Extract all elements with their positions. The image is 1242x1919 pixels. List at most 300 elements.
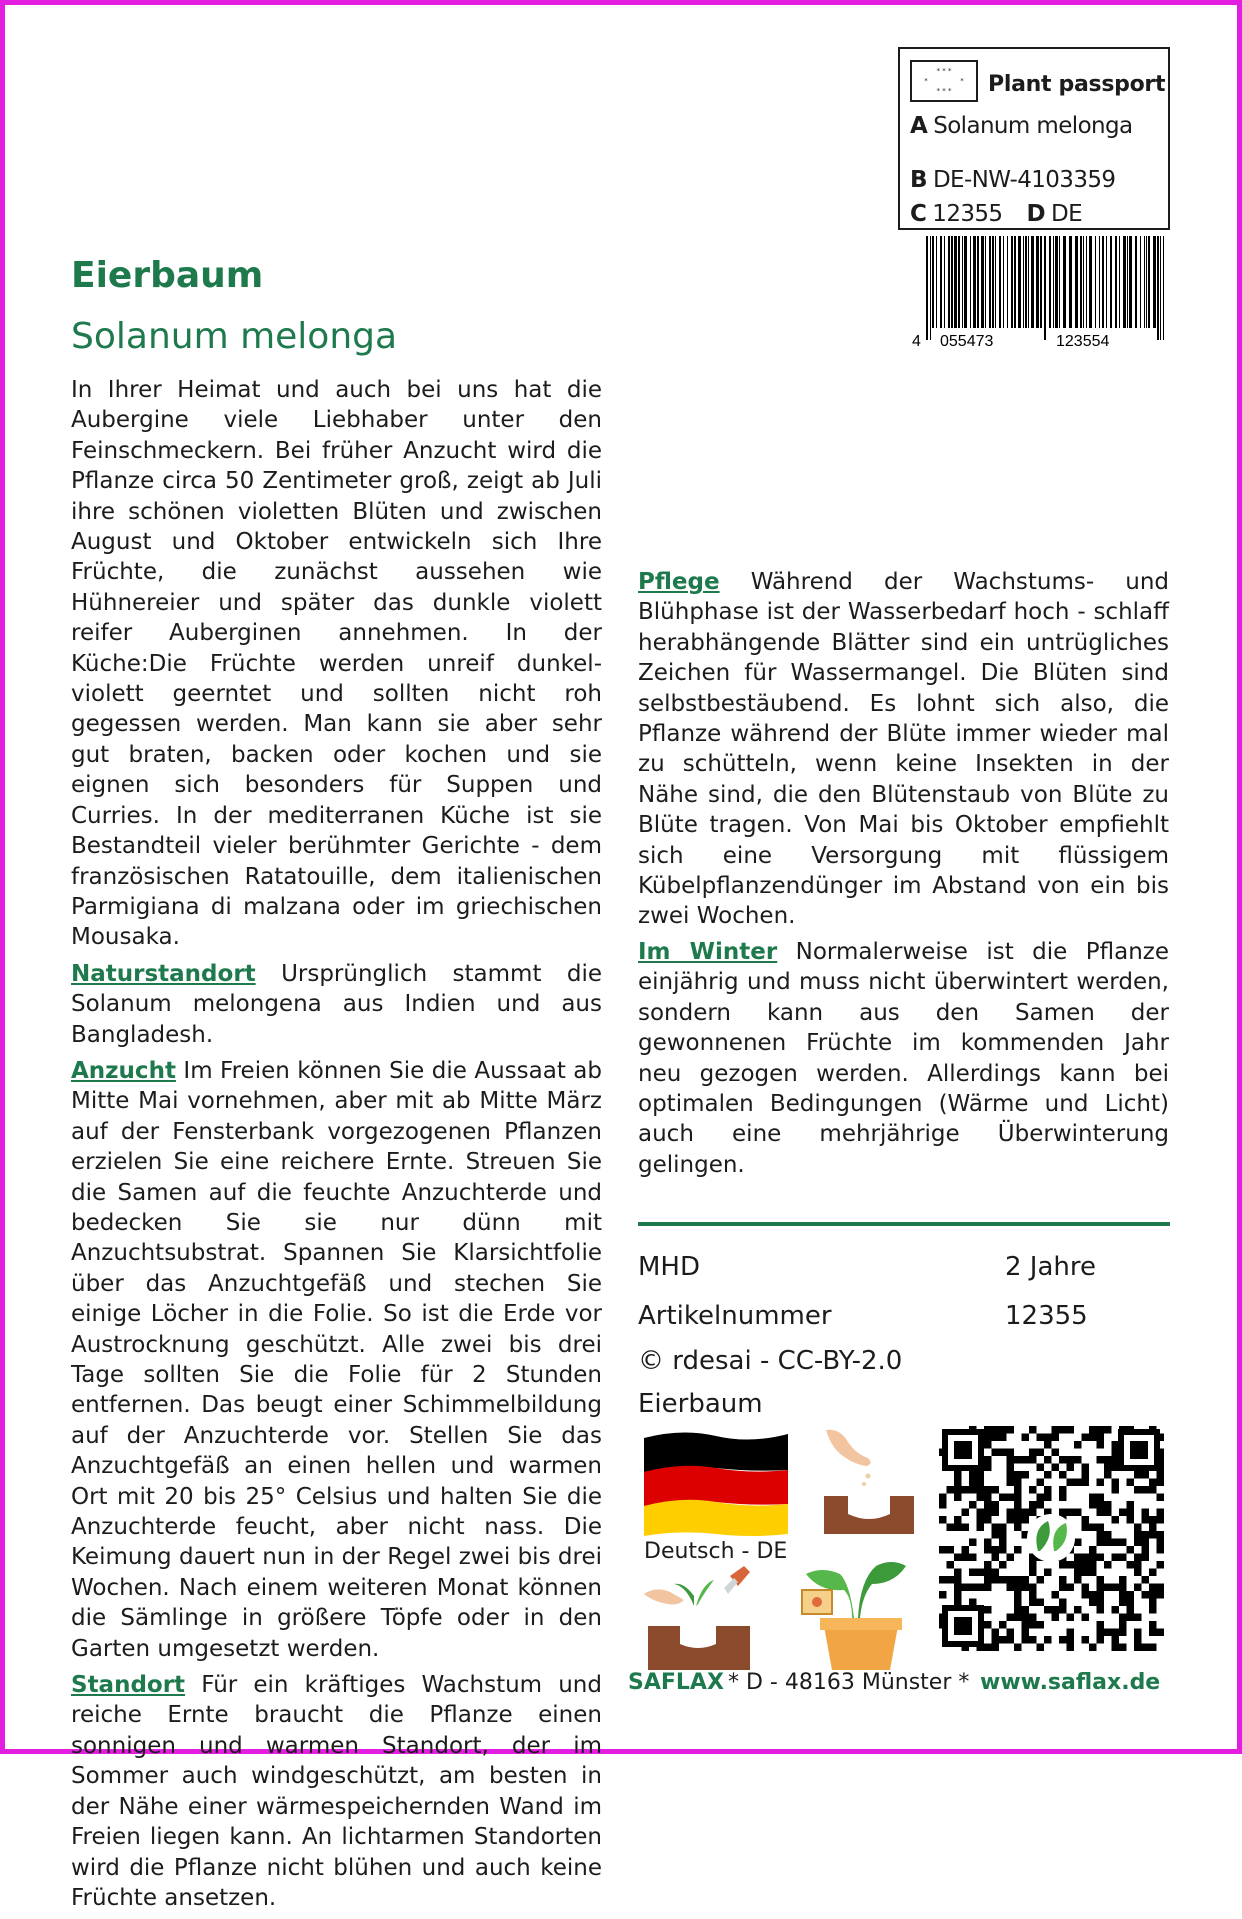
qr-module xyxy=(1022,1516,1030,1524)
qr-module xyxy=(1119,1576,1127,1584)
qr-module xyxy=(939,1501,947,1509)
pflege-block xyxy=(638,567,1169,938)
qr-module xyxy=(1022,1621,1030,1629)
qr-module xyxy=(939,1546,947,1554)
qr-module xyxy=(1097,1456,1105,1464)
barcode-bar xyxy=(1031,236,1034,328)
qr-module xyxy=(1142,1554,1150,1562)
qr-module xyxy=(1022,1434,1030,1442)
barcode-bar xyxy=(985,236,986,328)
qr-module xyxy=(1134,1524,1142,1532)
qr-module xyxy=(1074,1554,1082,1562)
barcode-bar xyxy=(1153,236,1156,328)
qr-module xyxy=(1029,1426,1037,1434)
qr-module xyxy=(1067,1644,1075,1652)
qr-module xyxy=(1119,1644,1127,1652)
qr-module xyxy=(1097,1584,1105,1592)
qr-module xyxy=(1104,1509,1112,1517)
barcode-bar xyxy=(940,236,942,328)
qr-module xyxy=(954,1524,962,1532)
qr-module xyxy=(969,1584,977,1592)
qr-module xyxy=(1127,1479,1135,1487)
qr-module xyxy=(984,1516,992,1524)
qr-module xyxy=(947,1561,955,1569)
qr-module xyxy=(1059,1561,1067,1569)
qr-module xyxy=(1059,1636,1067,1644)
qr-module xyxy=(1029,1591,1037,1599)
anzucht-heading: Anzucht xyxy=(71,1057,176,1084)
qr-module xyxy=(1104,1531,1112,1539)
qr-module xyxy=(1014,1524,1022,1532)
qr-module xyxy=(1142,1471,1150,1479)
qr-module xyxy=(1149,1531,1157,1539)
qr-module xyxy=(992,1524,1000,1532)
standort-paragraph xyxy=(71,1670,602,1913)
qr-module xyxy=(1014,1584,1022,1592)
qr-module xyxy=(1007,1479,1015,1487)
qr-module xyxy=(1007,1629,1015,1637)
svg-text:*: * xyxy=(960,77,964,85)
qr-module xyxy=(1089,1494,1097,1502)
qr-module xyxy=(1119,1584,1127,1592)
qr-module xyxy=(1097,1629,1105,1637)
barcode-bar xyxy=(1014,236,1016,328)
qr-module xyxy=(1082,1636,1090,1644)
qr-module xyxy=(1022,1584,1030,1592)
qr-module xyxy=(1112,1449,1120,1457)
qr-module xyxy=(1007,1509,1015,1517)
qr-module xyxy=(969,1471,977,1479)
qr-module xyxy=(984,1606,992,1614)
qr-module xyxy=(1142,1509,1150,1517)
qr-module xyxy=(984,1561,992,1569)
qr-module xyxy=(1104,1464,1112,1472)
article-number-value: 12355 xyxy=(1005,1301,1088,1331)
qr-module xyxy=(1112,1516,1120,1524)
standort-heading: Standort xyxy=(71,1672,186,1699)
qr-module xyxy=(1037,1644,1045,1652)
qr-module xyxy=(1142,1546,1150,1554)
qr-module xyxy=(1097,1524,1105,1532)
qr-module xyxy=(1014,1599,1022,1607)
qr-module xyxy=(1059,1486,1067,1494)
qr-module xyxy=(1104,1501,1112,1509)
qr-module xyxy=(1074,1576,1082,1584)
barcode-bar xyxy=(1106,236,1107,328)
qr-module xyxy=(1014,1516,1022,1524)
copyright-text: © rdesai - CC-BY-2.0 xyxy=(638,1346,903,1376)
qr-module xyxy=(1044,1441,1052,1449)
barcode-bar xyxy=(964,236,967,328)
qr-module xyxy=(1119,1539,1127,1547)
qr-module xyxy=(1029,1621,1037,1629)
qr-module xyxy=(1119,1629,1127,1637)
barcode-bar xyxy=(1059,236,1060,328)
qr-module xyxy=(977,1479,985,1487)
barcode-bar xyxy=(1115,236,1117,328)
qr-module xyxy=(1112,1554,1120,1562)
qr-module xyxy=(1059,1426,1067,1434)
qr-module xyxy=(947,1524,955,1532)
qr-module xyxy=(947,1486,955,1494)
qr-module xyxy=(992,1531,1000,1539)
qr-module xyxy=(992,1486,1000,1494)
qr-module xyxy=(1052,1606,1060,1614)
qr-module xyxy=(1104,1471,1112,1479)
qr-module xyxy=(1089,1554,1097,1562)
passport-row-a xyxy=(910,113,1133,139)
qr-module xyxy=(1082,1471,1090,1479)
barcode-bar xyxy=(936,236,937,328)
qr-module xyxy=(1104,1561,1112,1569)
german-flag-icon xyxy=(642,1428,790,1538)
qr-module xyxy=(1014,1501,1022,1509)
barcode-bar xyxy=(930,236,931,340)
qr-module xyxy=(1067,1636,1075,1644)
qr-module xyxy=(1089,1644,1097,1652)
barcode-bar xyxy=(1080,236,1082,328)
barcode-bar xyxy=(1025,236,1027,328)
qr-module xyxy=(999,1576,1007,1584)
qr-module xyxy=(1074,1539,1082,1547)
qr-module xyxy=(1014,1591,1022,1599)
barcode-bar xyxy=(1069,236,1072,328)
qr-module xyxy=(1007,1449,1015,1457)
article-number-label: Artikelnummer xyxy=(638,1301,832,1331)
qr-module xyxy=(1149,1591,1157,1599)
passport-row-b xyxy=(910,167,1115,193)
qr-module xyxy=(1014,1614,1022,1622)
barcode-bar xyxy=(1036,236,1039,328)
barcode-bar xyxy=(1053,236,1054,328)
passport-key-c: C xyxy=(910,201,927,227)
qr-module xyxy=(999,1539,1007,1547)
qr-module xyxy=(1157,1584,1165,1592)
naturstandort-text: Ursprünglich stammt die Solanum melongena aus Indien und aus Bangladesh. xyxy=(71,960,602,1048)
qr-module xyxy=(1067,1509,1075,1517)
qr-module xyxy=(1157,1546,1165,1554)
qr-module xyxy=(1127,1516,1135,1524)
qr-module xyxy=(1059,1509,1067,1517)
qr-module xyxy=(984,1501,992,1509)
qr-module xyxy=(1029,1561,1037,1569)
qr-module xyxy=(1037,1501,1045,1509)
qr-module xyxy=(1022,1606,1030,1614)
passport-row-c xyxy=(910,201,1082,227)
qr-module xyxy=(1112,1486,1120,1494)
anzucht-paragraph xyxy=(71,1056,602,1664)
qr-module xyxy=(1149,1569,1157,1577)
qr-module xyxy=(1149,1644,1157,1652)
qr-module xyxy=(1029,1599,1037,1607)
winter-text: Normalerweise ist die Pflanze einjährig und muss nicht überwintert werden, sondern kann aus den Samen der gewonnenen Früchte im kommenden Jahr neu gezogen werden. Allerdings kann bei optimalen Bedingungen (Wärme und Licht) auch eine mehrjährige Überwinterung gelingen. xyxy=(638,939,1169,1178)
left-column xyxy=(71,375,602,1919)
qr-module xyxy=(1067,1629,1075,1637)
qr-module xyxy=(999,1531,1007,1539)
qr-module xyxy=(1059,1456,1067,1464)
passport-value-a: Solanum melonga xyxy=(933,113,1133,139)
qr-module xyxy=(1022,1636,1030,1644)
qr-module xyxy=(1112,1644,1120,1652)
anzucht-text: Im Freien können Sie die Aussaat ab Mitte Mai vornehmen, aber mit ab Mitte März auf der Fensterbank vorgezogenen Pflanzen erzielen Sie eine reichere Ernte. Streuen Sie die Samen auf die feuchte Anzuchterde und bedecken Sie sie nur dünn mit Anzuchtsubstrat. Spannen Sie Klarsichtfolie über das Anzuchtgefäß und stechen Sie einige Löcher in die Folie. So ist die Erde vor Austrocknung geschützt. Alle zwei bis drei Tage sollten Sie die Folie für 2 Stunden entfernen. Das beugt einer Schimmelbildung auf der Anzuchterde vor. Stellen Sie das Anzuchtgefäß an einen hellen und warmen Ort mit 20 bis 25° Celsius und halten Sie die Anzuchterde feucht, aber nicht nass. Die Keimung dauert nun in der Regel zwei bis drei Wochen. Nach einem weiteren Monat können die Sämlinge in größere Töpfe oder in den Garten umgesetzt werden. xyxy=(71,1057,603,1662)
qr-module xyxy=(1014,1486,1022,1494)
qr-module xyxy=(1097,1554,1105,1562)
qr-module xyxy=(984,1621,992,1629)
qr-module xyxy=(992,1434,1000,1442)
qr-module xyxy=(984,1494,992,1502)
qr-module xyxy=(1074,1456,1082,1464)
qr-module xyxy=(1134,1471,1142,1479)
qr-module xyxy=(999,1494,1007,1502)
barcode-bar xyxy=(932,236,934,328)
qr-module xyxy=(1067,1561,1075,1569)
qr-module xyxy=(999,1524,1007,1532)
passport-key-a: A xyxy=(910,113,928,139)
barcode-digit-prefix: 4 xyxy=(912,333,921,349)
qr-module xyxy=(1082,1584,1090,1592)
qr-module xyxy=(1007,1471,1015,1479)
winter-paragraph xyxy=(638,937,1169,1180)
qr-module xyxy=(1089,1546,1097,1554)
qr-module xyxy=(1127,1614,1135,1622)
qr-module xyxy=(1149,1516,1157,1524)
qr-module xyxy=(1059,1584,1067,1592)
barcode-bar xyxy=(1135,236,1137,328)
qr-module xyxy=(954,1554,962,1562)
qr-module xyxy=(1052,1614,1060,1622)
qr-module xyxy=(1082,1524,1090,1532)
qr-module xyxy=(1014,1479,1022,1487)
qr-module xyxy=(1134,1539,1142,1547)
qr-module xyxy=(1157,1591,1165,1599)
mhd-value: 2 Jahre xyxy=(1005,1252,1096,1282)
barcode-bar xyxy=(1102,236,1104,328)
qr-module xyxy=(984,1441,992,1449)
qr-module xyxy=(1157,1629,1165,1637)
qr-module xyxy=(1029,1449,1037,1457)
qr-module xyxy=(984,1434,992,1442)
barcode-bar xyxy=(1129,236,1132,328)
language-label: Deutsch - DE xyxy=(644,1539,788,1564)
qr-module xyxy=(1014,1471,1022,1479)
qr-module xyxy=(992,1569,1000,1577)
qr-module xyxy=(1074,1606,1082,1614)
qr-module xyxy=(954,1599,962,1607)
qr-module xyxy=(1097,1531,1105,1539)
qr-module xyxy=(1142,1644,1150,1652)
eu-flag-logo xyxy=(910,60,978,102)
qr-module xyxy=(999,1561,1007,1569)
intro-paragraph: In Ihrer Heimat und auch bei uns hat die Aubergine viele Liebhaber unter den Feinschmeckern. Bei früher Anzucht wird die Pflanze circa 50 Zentimeter groß, zeigt ab Juli ihre schönen violetten Blüten und zwischen August und Oktober entwickeln sich Ihre Früchte, die zunächst aussehen wie Hühnereier und später das dunkle violett reifer Auberginen annehmen. In der Küche:Die Früchte werden unreif dunkel-violett geerntet und sollten nicht roh gegessen werden. Man kann sie aber sehr gut braten, backen oder kochen und sie eignen sich besonders für Suppen und Curries. In der mediterranen Küche ist sie Bestandteil vieler berühmter Gerichte - dem französischen Ratatouille, dem italienischen Parmigiana di malzana oder im griechischen Mousaka. xyxy=(71,377,602,951)
qr-module xyxy=(1157,1479,1165,1487)
qr-module xyxy=(1149,1524,1157,1532)
qr-module xyxy=(1029,1614,1037,1622)
qr-module xyxy=(999,1636,1007,1644)
passport-key-d: D xyxy=(1026,201,1045,227)
qr-module xyxy=(1067,1614,1075,1622)
barcode-bar xyxy=(1144,236,1145,328)
qr-module xyxy=(954,1569,962,1577)
qr-module xyxy=(1134,1569,1142,1577)
qr-module xyxy=(1127,1606,1135,1614)
qr-module xyxy=(1044,1569,1052,1577)
qr-module xyxy=(1067,1584,1075,1592)
qr-module xyxy=(1134,1636,1142,1644)
qr-module xyxy=(1007,1464,1015,1472)
qr-module xyxy=(1142,1576,1150,1584)
barcode-bar xyxy=(1075,236,1078,328)
product-name-small: Eierbaum xyxy=(638,1389,763,1419)
qr-module xyxy=(1082,1479,1090,1487)
qr-module xyxy=(992,1426,1000,1434)
qr-module xyxy=(962,1546,970,1554)
qr-module xyxy=(1014,1494,1022,1502)
barcode-bar xyxy=(1095,236,1096,328)
qr-module xyxy=(992,1576,1000,1584)
qr-module xyxy=(1127,1561,1135,1569)
passport-value-c: 12355 xyxy=(932,201,1003,227)
qr-module xyxy=(984,1644,992,1652)
barcode-bar xyxy=(1146,236,1147,328)
winter-block xyxy=(638,937,1169,1186)
qr-module xyxy=(969,1539,977,1547)
barcode-bar xyxy=(1140,236,1141,328)
qr-module xyxy=(954,1486,962,1494)
qr-module xyxy=(954,1516,962,1524)
qr-module xyxy=(992,1509,1000,1517)
qr-module xyxy=(1029,1456,1037,1464)
qr-module xyxy=(977,1471,985,1479)
qr-module xyxy=(1104,1629,1112,1637)
barcode-bar xyxy=(995,236,996,328)
barcode-bar xyxy=(1099,236,1100,328)
pflege-text: Während der Wachstums- und Blühphase ist der Wasserbedarf hoch - schlaff herabhängende Blätter sind ein untrügliches Zeichen für Wassermangel. Die Blüten sind selbstbestäubend. Es lohnt sich also, die Pflanze während der Blüte immer wieder mal zu schütteln, wenn keine Insekten in der Nähe sind, die den Blütenstaub von Blüte zu Blüte tragen. Von Mai bis Oktober empfiehlt sich eine Versorgung mit flüssigem Kübelpflanzendünger im Abstand von ein bis zwei Wochen. xyxy=(638,569,1170,930)
qr-module xyxy=(1134,1554,1142,1562)
qr-module xyxy=(1044,1434,1052,1442)
qr-module xyxy=(1014,1546,1022,1554)
qr-module xyxy=(984,1584,992,1592)
website-link[interactable]: www.saflax.de xyxy=(980,1670,1161,1695)
qr-module xyxy=(1037,1599,1045,1607)
qr-module xyxy=(947,1576,955,1584)
qr-module xyxy=(1112,1539,1120,1547)
qr-module xyxy=(954,1576,962,1584)
qr-module xyxy=(1052,1434,1060,1442)
pflege-heading: Pflege xyxy=(638,569,720,595)
qr-module xyxy=(1089,1591,1097,1599)
qr-module xyxy=(1149,1479,1157,1487)
qr-module xyxy=(977,1509,985,1517)
qr-module xyxy=(1067,1426,1075,1434)
qr-module xyxy=(1007,1554,1015,1562)
qr-module xyxy=(1059,1471,1067,1479)
qr-module xyxy=(1142,1486,1150,1494)
qr-module xyxy=(1044,1471,1052,1479)
brand-name: SAFLAX xyxy=(628,1670,724,1695)
qr-module xyxy=(984,1546,992,1554)
qr-module xyxy=(1082,1464,1090,1472)
qr-module xyxy=(1097,1539,1105,1547)
passport-value-d: DE xyxy=(1050,201,1082,227)
qr-module xyxy=(992,1546,1000,1554)
qr-module xyxy=(1089,1524,1097,1532)
qr-module xyxy=(1142,1516,1150,1524)
qr-module xyxy=(1119,1509,1127,1517)
svg-text:*: * xyxy=(924,77,928,85)
naturstandort-heading: Naturstandort xyxy=(71,960,256,987)
qr-module xyxy=(1082,1614,1090,1622)
qr-module xyxy=(1037,1621,1045,1629)
qr-module xyxy=(1029,1501,1037,1509)
address-text: * D - 48163 Münster * xyxy=(728,1670,970,1695)
qr-module xyxy=(1097,1494,1105,1502)
qr-module xyxy=(1149,1606,1157,1614)
barcode-bar xyxy=(970,236,971,328)
barcode-bar xyxy=(1003,236,1004,328)
qr-module xyxy=(1134,1644,1142,1652)
qr-module xyxy=(969,1486,977,1494)
qr-module xyxy=(1037,1479,1045,1487)
barcode-bar xyxy=(992,236,994,328)
qr-module xyxy=(1149,1584,1157,1592)
planting-icon xyxy=(640,1566,760,1670)
qr-module xyxy=(969,1599,977,1607)
qr-module xyxy=(962,1509,970,1517)
qr-module xyxy=(1097,1434,1105,1442)
passport-key-b: B xyxy=(910,167,927,193)
qr-module xyxy=(1022,1629,1030,1637)
qr-module xyxy=(1082,1434,1090,1442)
barcode-bar xyxy=(1148,236,1150,328)
qr-module xyxy=(1052,1591,1060,1599)
qr-module xyxy=(939,1576,947,1584)
barcode-bar xyxy=(1083,236,1084,328)
qr-module xyxy=(1097,1636,1105,1644)
qr-module xyxy=(1112,1629,1120,1637)
qr-module xyxy=(1044,1494,1052,1502)
qr-module xyxy=(1149,1486,1157,1494)
qr-module xyxy=(1157,1531,1165,1539)
qr-module xyxy=(1014,1509,1022,1517)
qr-module xyxy=(1022,1509,1030,1517)
qr-module xyxy=(1059,1576,1067,1584)
qr-module xyxy=(1007,1516,1015,1524)
qr-module xyxy=(1097,1576,1105,1584)
barcode-bar xyxy=(1119,236,1120,328)
qr-module xyxy=(1082,1554,1090,1562)
naturstandort-paragraph xyxy=(71,959,602,1050)
barcode xyxy=(906,236,1170,349)
qr-module xyxy=(1022,1614,1030,1622)
barcode-bar xyxy=(951,236,953,328)
qr-module xyxy=(1037,1464,1045,1472)
barcode-bar xyxy=(1011,236,1013,328)
qr-module xyxy=(1112,1464,1120,1472)
barcode-bar xyxy=(962,236,963,328)
qr-module xyxy=(1007,1576,1015,1584)
qr-module xyxy=(1022,1456,1030,1464)
qr-module xyxy=(1104,1584,1112,1592)
barcode-bar xyxy=(1127,236,1128,328)
qr-module xyxy=(1007,1614,1015,1622)
barcode-bar xyxy=(1007,236,1008,328)
qr-module xyxy=(999,1434,1007,1442)
qr-module xyxy=(1127,1599,1135,1607)
qr-module xyxy=(1082,1591,1090,1599)
barcode-bar xyxy=(954,236,957,328)
qr-module xyxy=(984,1456,992,1464)
standort-text: Für ein kräftiges Wachstum und reiche Ernte braucht die Pflanze einen sonnigen und warmen Standort, der im Sommer auch windgeschützt, am besten in der Nähe einer wärmespeichernden Wand im Freien liegen kann. An lichtarmen Standorten wird die Pflanze nicht blühen und auch keine Früchte ansetzen. xyxy=(71,1672,602,1911)
